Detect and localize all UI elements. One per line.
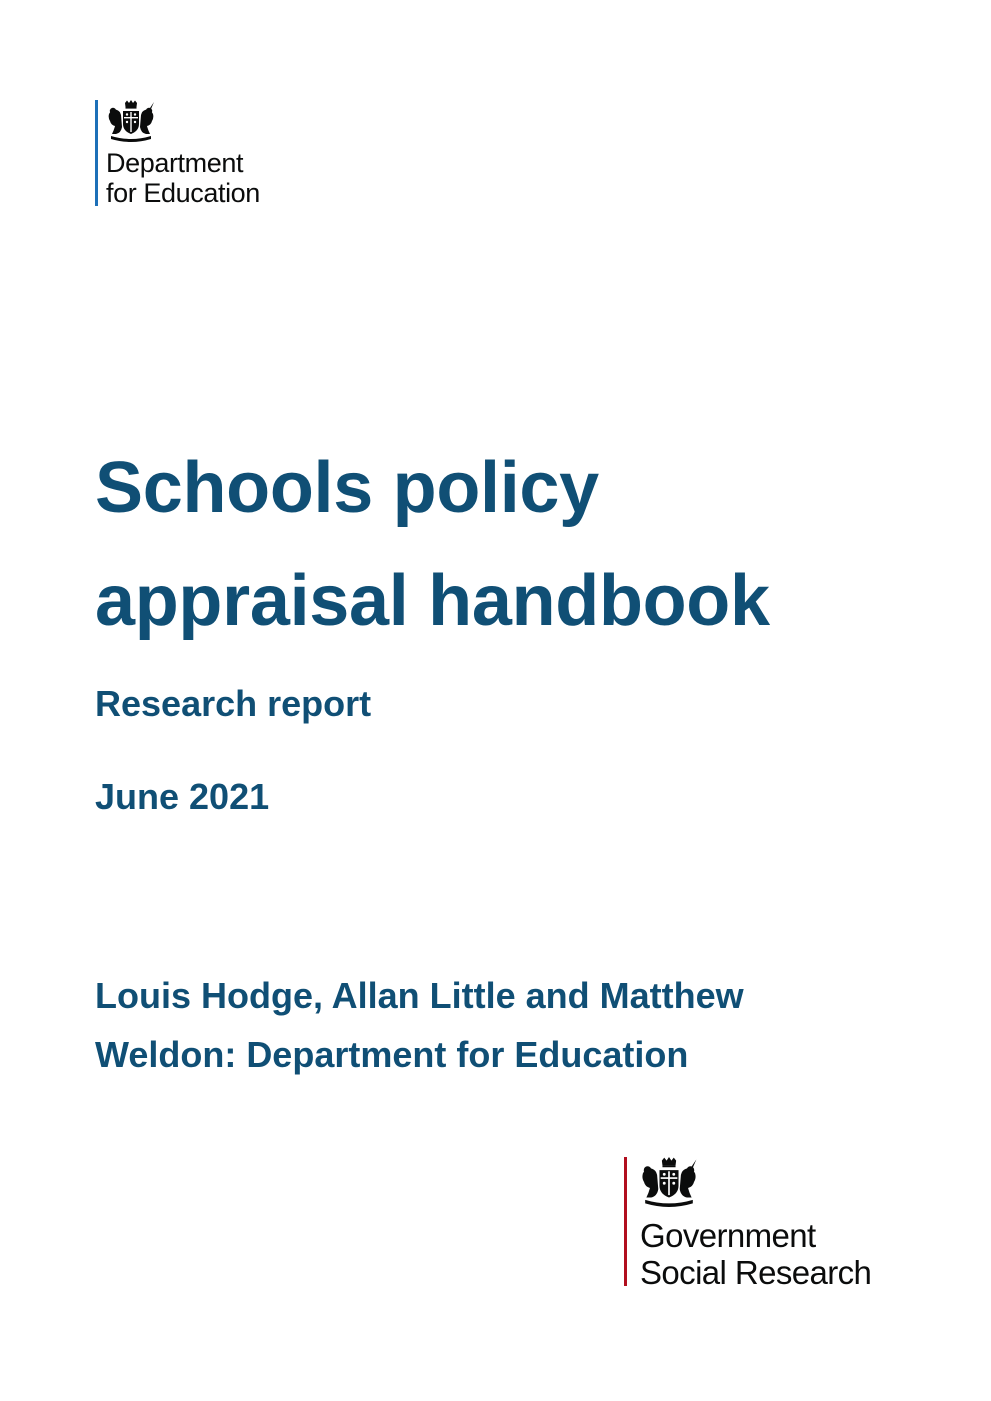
gsr-logo-text-line1: Government (640, 1217, 816, 1254)
report-type: Research report (95, 683, 372, 724)
authors-line2: Weldon: Department for Education (95, 1034, 689, 1075)
dfe-logo (95, 100, 295, 206)
report-title (95, 432, 915, 658)
report-title-line1: Schools policy (95, 448, 599, 528)
gsr-logo-rule (624, 1157, 627, 1286)
royal-coat-of-arms-icon (638, 1157, 700, 1207)
dfe-logo-rule (95, 100, 98, 206)
dfe-logo-text-line1: Department (106, 148, 244, 178)
publication-date: June 2021 (95, 776, 270, 817)
gsr-logo-text-line2: Social Research (640, 1254, 872, 1291)
royal-coat-of-arms-icon (106, 100, 156, 142)
gsr-logo (624, 1157, 904, 1291)
dfe-logo-text-line2: for Education (106, 178, 260, 208)
report-title-line2: appraisal handbook (95, 561, 770, 641)
authors-line1: Louis Hodge, Allan Little and Matthew (95, 975, 744, 1016)
authors (95, 966, 915, 1084)
